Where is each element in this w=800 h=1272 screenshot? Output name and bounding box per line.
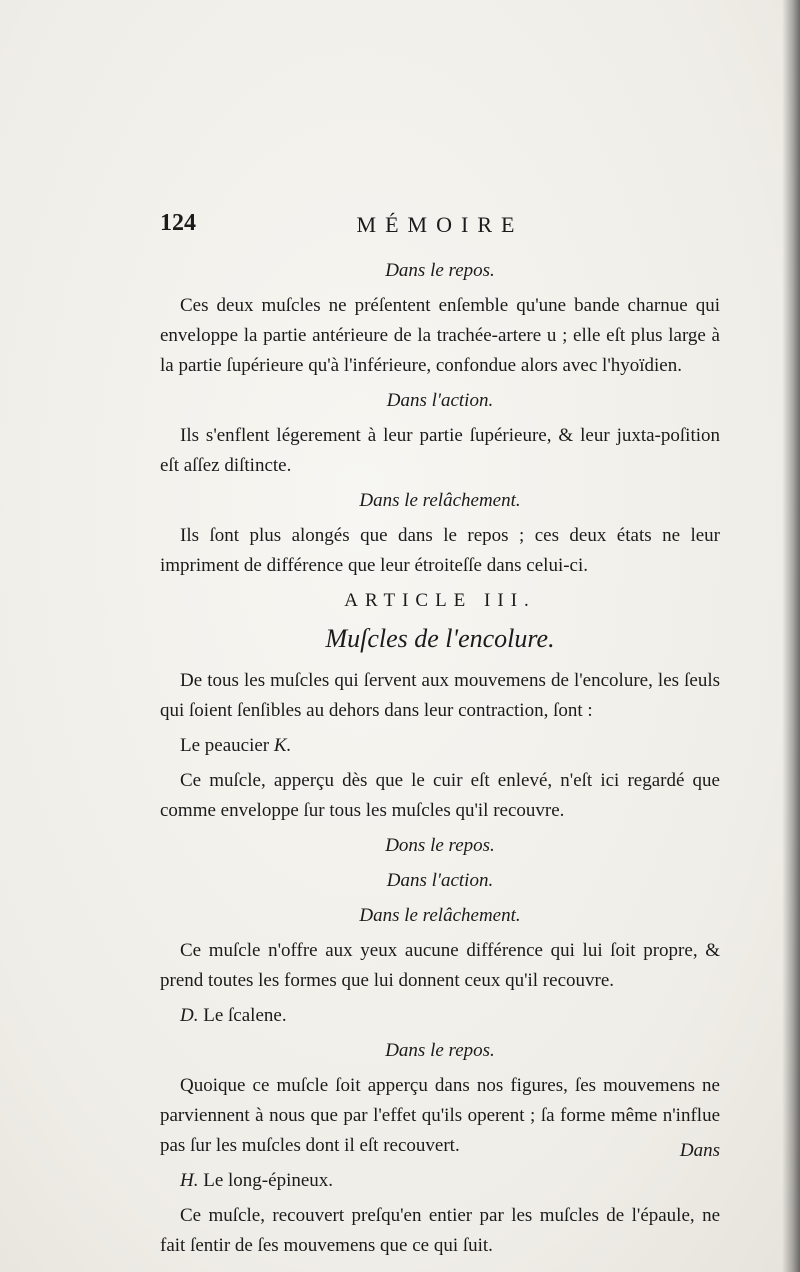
figure-letter-after: K. [273,735,292,756]
muscle-name: Le ſcalene. [198,1005,287,1026]
muscle-label [160,1166,720,1196]
body-paragraph: Ils s'enflent légerement à leur partie ſupérieure, & leur juxta-poſition eſt aſſez diſtincte. [160,425,720,476]
section-subheading: Dans l'action. [386,390,494,411]
muscle-name: Le long-épineux. [198,1170,334,1191]
section-subheading: Dans le relâchement. [359,905,521,926]
catchword: Dans [679,1140,720,1161]
body-paragraph: De tous les muſcles qui ſervent aux mouvemens de l'encolure, les ſeuls qui ſoient ſenſibles au dehors dans leur contraction, ſont : [160,670,720,721]
figure-letter: D. [180,1005,199,1026]
article-heading: ARTICLE III. [344,590,536,611]
section-title: Muſcles de l'encolure. [325,624,555,653]
page-number: 124 [160,210,196,236]
section-subheading: Dans le repos. [385,1040,495,1061]
body-paragraph: Ces deux muſcles ne préſentent enſemble qu'une bande charnue qui enveloppe la partie antérieure de la trachée-artere u ; elle eſt plus large à la partie ſupérieure qu'à l'inférieure, confondue alors avec l'hyoïdien. [160,295,720,376]
body-paragraph: Ce muſcle, recouvert preſqu'en entier par les muſcles de l'épaule, ne fait ſentir de ſes mouvemens que ce qui ſuit. [160,1205,720,1256]
page-header [160,210,720,246]
body-paragraph: Quoique ce muſcle ſoit apperçu dans nos figures, ſes mouvemens ne parviennent à nous que par l'effet qu'ils operent ; ſa forme même n'influe pas ſur les muſcles dont il eſt recouvert. [160,1075,720,1156]
running-title: MÉMOIRE [356,212,524,237]
section-subheading: Dons le repos. [385,835,495,856]
figure-letter: H. [180,1170,199,1191]
muscle-name: Le peaucier [180,735,274,756]
page-body [160,254,720,1266]
muscle-label [160,731,720,761]
section-subheading: Dans l'action. [386,870,494,891]
body-paragraph: Ce muſcle n'offre aux yeux aucune différence qui lui ſoit propre, & prend toutes les formes que lui donnent ceux qu'il recouvre. [160,940,720,991]
page-edge-shadow [782,0,800,1272]
section-subheading: Dans le relâchement. [359,490,521,511]
body-paragraph: Ils ſont plus alongés que dans le repos ; ces deux états ne leur impriment de différence que leur étroiteſſe dans celui-ci. [160,525,720,576]
muscle-label [160,1001,720,1031]
section-subheading: Dans le repos. [385,260,495,281]
body-paragraph: Ce muſcle, apperçu dès que le cuir eſt enlevé, n'eſt ici regardé que comme enveloppe ſur tous les muſcles qu'il recouvre. [160,770,720,821]
